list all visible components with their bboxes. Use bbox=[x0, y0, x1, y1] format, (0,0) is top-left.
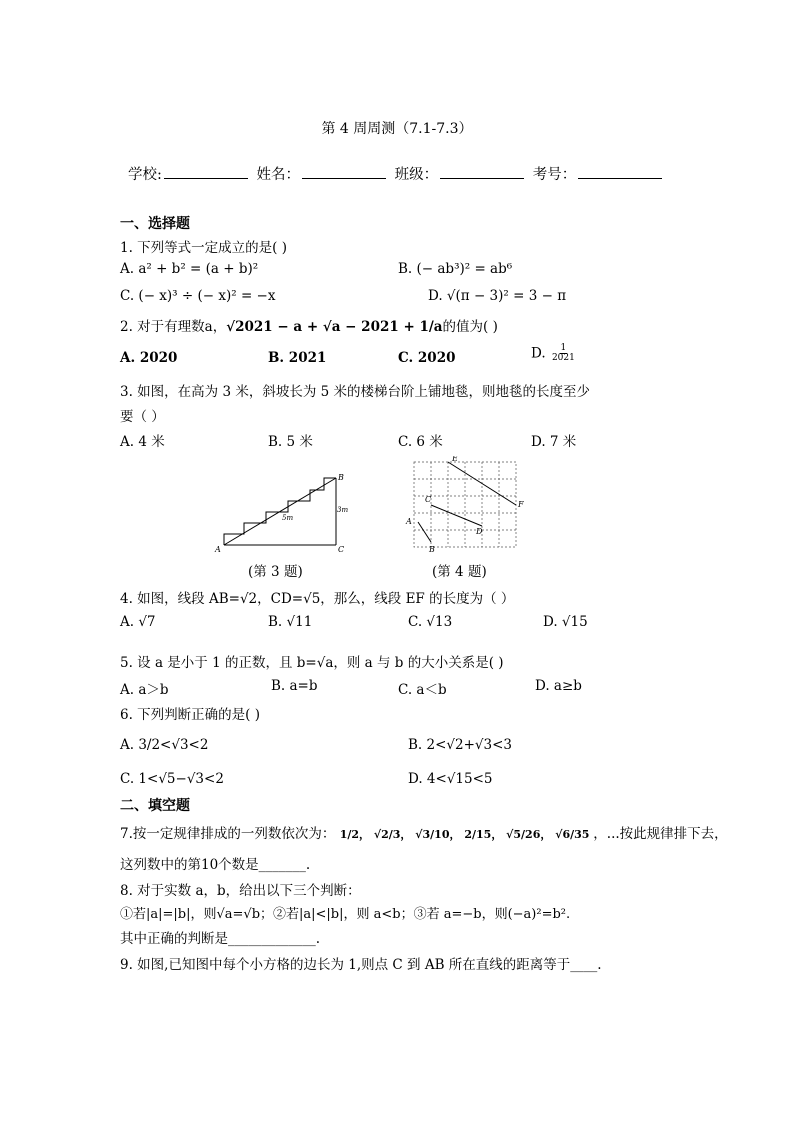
name-label: 姓名： bbox=[256, 167, 300, 183]
section-fill-heading: 二、填空题 bbox=[120, 798, 190, 814]
q7-terms: 1/2， √2/3， √3/10， 2/15， √5/26， √6/35 bbox=[339, 828, 590, 841]
q1-option-d: D. √(π − 3)² = 3 − π bbox=[428, 288, 567, 304]
q7-term-2: √2/3 bbox=[373, 828, 401, 841]
q2-prefix: 2. 对于有理数a， bbox=[120, 319, 227, 335]
q2-expression: √2021 − a + √a − 2021 + 1/a bbox=[226, 319, 443, 335]
exam-no-label: 考号： bbox=[532, 167, 577, 183]
figure-4-caption: (第 4 题) bbox=[432, 564, 487, 580]
q3-option-d: D. 7 米 bbox=[531, 434, 577, 450]
q7-term-6: √6/35 bbox=[555, 828, 590, 841]
q7-line2: 这列数中的第10个数是_______. bbox=[120, 857, 311, 873]
fig4-label-d: D bbox=[476, 527, 483, 536]
exam-no-blank[interactable] bbox=[578, 166, 662, 179]
q7-suffix: ，...按此规律排下去， bbox=[593, 826, 728, 842]
q1-option-a: A. a² + b² = (a + b)² bbox=[120, 261, 259, 277]
q7-term-4: 2/15 bbox=[464, 828, 492, 841]
q1-option-c: C. (− x)³ ÷ (− x)² = −x bbox=[120, 288, 276, 304]
q8-answer-line: 其中正确的判断是_____________. bbox=[120, 931, 321, 947]
q5-option-d: D. a≥b bbox=[535, 678, 582, 694]
figure-3-stairs bbox=[212, 472, 362, 556]
q3-option-b: B. 5 米 bbox=[268, 434, 313, 450]
fig3-label-a: A bbox=[215, 545, 221, 554]
school-blank[interactable] bbox=[164, 166, 248, 179]
q7-prefix: 7.按一定规律排成的一列数依次为： bbox=[120, 826, 336, 842]
q7-term-1: 1/2 bbox=[339, 828, 360, 841]
fig4-label-a: A bbox=[406, 517, 412, 526]
fig4-label-f: F bbox=[518, 500, 524, 509]
q6-option-d: D. 4<√15<5 bbox=[408, 771, 493, 787]
q5-option-b: B. a=b bbox=[271, 678, 318, 694]
fig4-label-b: B bbox=[429, 545, 435, 554]
fig3-height-label: 3m bbox=[337, 506, 349, 514]
q5-option-c: C. a＜b bbox=[398, 682, 447, 698]
name-blank[interactable] bbox=[302, 166, 386, 179]
page-title: 第 4 周周测（7.1-7.3） bbox=[321, 121, 473, 137]
q6-stem: 6. 下列判断正确的是( ) bbox=[120, 707, 260, 723]
q5-option-a: A. a＞b bbox=[120, 682, 169, 698]
q2-option-d-label: D. bbox=[531, 345, 546, 362]
q7-line1 bbox=[120, 822, 728, 842]
q4-stem: 4. 如图，线段 AB=√2，CD=√5，那么，线段 EF 的长度为（ ） bbox=[120, 591, 515, 607]
q3-stem-line2: 要（ ） bbox=[120, 409, 165, 425]
figure-4-grid bbox=[402, 456, 527, 556]
student-info-row bbox=[128, 163, 666, 184]
q3-option-c: C. 6 米 bbox=[398, 434, 443, 450]
q4-option-c: C. √13 bbox=[408, 614, 453, 630]
q2-option-a: A. 2020 bbox=[120, 350, 178, 366]
q2-option-d bbox=[531, 344, 577, 364]
q4-option-d: D. √15 bbox=[543, 614, 588, 630]
class-label: 班级： bbox=[394, 167, 439, 183]
q2-option-b: B. 2021 bbox=[268, 350, 327, 366]
school-label: 学校: bbox=[128, 167, 162, 183]
section-choice-heading: 一、选择题 bbox=[120, 216, 190, 232]
fig3-label-c: C bbox=[338, 545, 345, 554]
fig4-label-c: C bbox=[425, 495, 432, 504]
q3-option-a: A. 4 米 bbox=[120, 434, 165, 450]
fig3-slope-label: 5m bbox=[282, 514, 294, 522]
q2-suffix: 的值为( ) bbox=[442, 319, 498, 335]
q2-stem bbox=[120, 315, 498, 335]
fig3-label-b: B bbox=[338, 473, 344, 482]
q8-judgements: ①若|a|=|b|，则√a=√b；②若|a|<|b|，则 a<b；③若 a=−b，则(−a)²=b². bbox=[120, 907, 571, 922]
q8-stem: 8. 对于实数 a，b，给出以下三个判断： bbox=[120, 883, 361, 899]
q6-option-c: C. 1<√5−√3<2 bbox=[120, 771, 224, 787]
q1-stem: 1. 下列等式一定成立的是( ) bbox=[120, 240, 287, 256]
q6-option-b: B. 2<√2+√3<3 bbox=[408, 737, 512, 753]
class-blank[interactable] bbox=[440, 166, 524, 179]
figure-3-caption: (第 3 题) bbox=[248, 564, 303, 580]
q7-term-3: √3/10 bbox=[415, 828, 450, 841]
q2-option-c: C. 2020 bbox=[398, 350, 456, 366]
q4-option-b: B. √11 bbox=[268, 614, 313, 630]
q9-stem: 9. 如图,已知图中每个小方格的边长为 1,则点 C 到 AB 所在直线的距离等于____. bbox=[120, 957, 602, 973]
q4-option-a: A. √7 bbox=[120, 614, 156, 630]
q5-stem: 5. 设 a 是小于 1 的正数，且 b=√a，则 a 与 b 的大小关系是( ) bbox=[120, 655, 504, 671]
fig4-label-e: E bbox=[452, 456, 458, 463]
q6-option-a: A. 3/2<√3<2 bbox=[120, 737, 209, 753]
q7-term-5: √5/26 bbox=[506, 828, 541, 841]
q1-option-b: B. (− ab³)² = ab⁶ bbox=[398, 261, 513, 277]
q3-stem-line1: 3. 如图，在高为 3 米，斜坡长为 5 米的楼梯台阶上铺地毯，则地毯的长度至少 bbox=[120, 384, 591, 400]
q2-option-d-fraction: $\frac{1}{2021}$ bbox=[551, 343, 575, 364]
